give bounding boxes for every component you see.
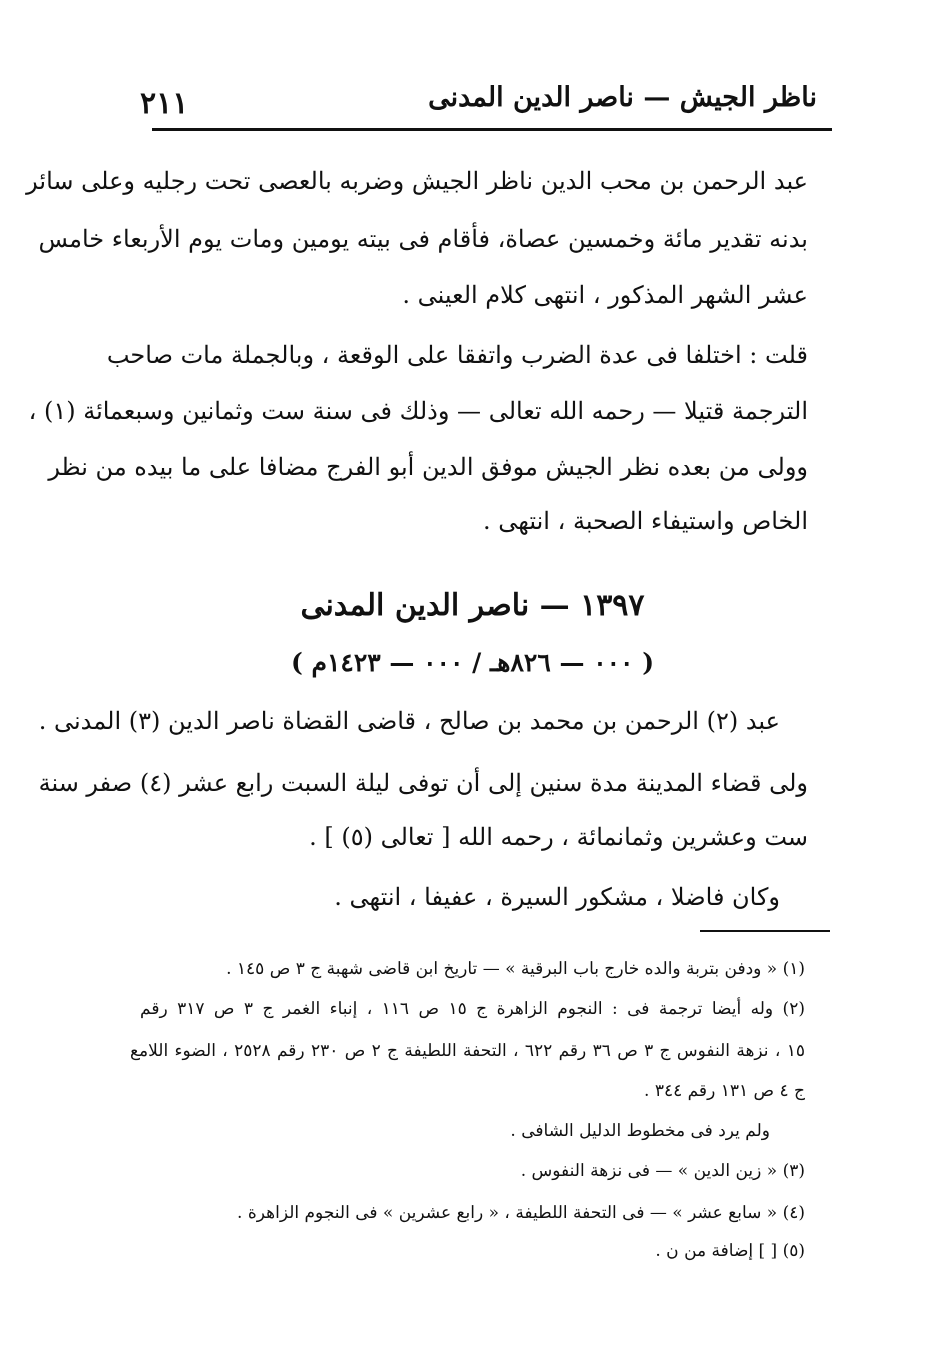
body-line: ولى قضاء المدينة مدة سنين إلى أن توفى ليلة السبت رابع عشر (٤) صفر سنة: [38, 769, 808, 797]
footnote: ولم يرد فى مخطوط الدليل الشافى .: [510, 1121, 770, 1141]
body-line: وولى من بعده نظر الجيش موفق الدين أبو الفرج مضافا على ما بيده من نظر: [48, 453, 808, 481]
footnote: (٤) « سابع عشر » — فى التحفة اللطيفة ، « رابع عشرين » فى النجوم الزاهرة .: [237, 1203, 805, 1223]
body-line: قلت : اختلفا فى عدة الضرب واتفقا على الوقعة ، وبالجملة مات صاحب: [106, 341, 808, 369]
footnote: (٣) « زين الدين » — فى نزهة النفوس .: [520, 1161, 805, 1181]
body-line: عبد (٢) الرحمن بن محمد بن صالح ، قاضى القضاة ناصر الدين (٣) المدنى .: [38, 707, 780, 735]
body-line: بدنه تقدير مائة وخمسين عصاة، فأقام فى بيته يومين ومات يوم الأربعاء خامس: [38, 225, 808, 253]
entry-dates: ( ٠٠٠ — ٨٢٦هـ / ٠٠٠ — ١٤٢٣م ): [290, 648, 655, 677]
body-line: عشر الشهر المذكور ، انتهى كلام العينى .: [402, 281, 808, 309]
footnote: (١) « ودفن بتربة والده خارج باب البرقية » — تاريخ ابن قاضى شهبة ج ٣ ص ١٤٥ .: [226, 959, 805, 979]
footnote: ج ٤ ص ١٣١ رقم ٣٤٤ .: [644, 1081, 805, 1101]
page-number: ٢١١: [140, 86, 189, 121]
body-line: الترجمة قتيلا — رحمه الله تعالى — وذلك فى سنة ست وثمانين وسبعمائة (١) ،: [28, 397, 808, 425]
footnote: (٥) [ ] إضافة من ن .: [655, 1241, 805, 1261]
running-title: ناظر الجيش — ناصر الدين المدنى: [428, 82, 817, 113]
body-line: ست وعشرين وثمانمائة ، رحمه الله [ تعالى (٥) ] .: [309, 823, 808, 851]
footnote: ١٥ ، نزهة النفوس ج ٣ ص ٣٦ رقم ٦٢٢ ، التحفة اللطيفة ج ٢ ص ٢٣٠ رقم ٢٥٢٨ ، الضوء اللامع: [130, 1041, 805, 1061]
body-line: وكان فاضلا ، مشكور السيرة ، عفيفا ، انتهى .: [334, 883, 780, 911]
header-rule: [152, 128, 832, 131]
footnote-rule: [700, 930, 830, 932]
body-line: الخاص واستيفاء الصحبة ، انتهى .: [483, 507, 808, 535]
entry-heading: ١٣٩٧ — ناصر الدين المدنى: [300, 588, 645, 623]
body-line: عبد الرحمن بن محب الدين ناظر الجيش وضربه بالعصى تحت رجليه وعلى سائر: [26, 167, 808, 195]
footnote: (٢) وله أيضا ترجمة فى : النجوم الزاهرة ج ١٥ ص ١١٦ ، إنباء الغمر ج ٣ ص ٣١٧ رقم: [140, 999, 805, 1019]
